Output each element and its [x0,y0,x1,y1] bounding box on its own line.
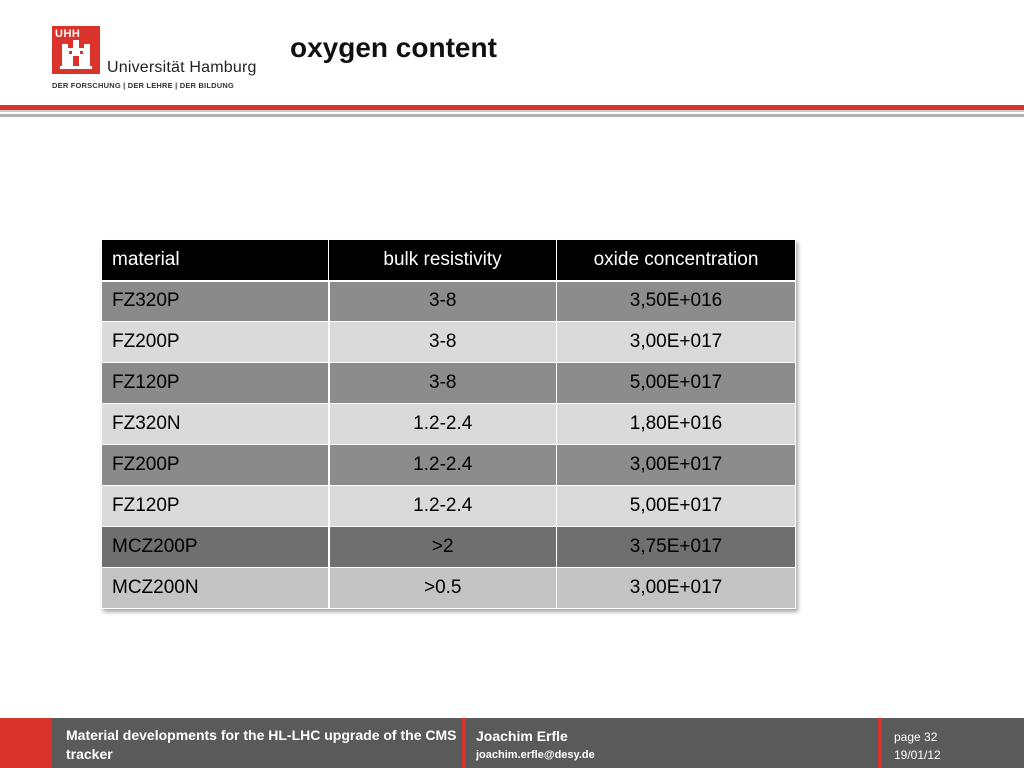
slide-footer [0,718,1024,768]
cell-oxide-concentration: 3,00E+017 [557,568,796,609]
cell-material: MCZ200P [102,527,329,568]
table-row [102,568,796,609]
footer-presentation-title: Material developments for the HL-LHC upgrade of the CMS tracker [66,727,457,762]
footer-title-panel [52,718,462,768]
table-row [102,445,796,486]
footer-page-number: page 32 [894,730,938,744]
footer-email: joachim.erfle@desy.de [476,749,595,761]
cell-oxide-concentration: 5,00E+017 [557,486,796,527]
footer-author-panel [466,718,878,768]
cell-material: FZ320N [102,404,329,445]
cell-oxide-concentration: 3,50E+016 [557,281,796,322]
cell-material: FZ120P [102,363,329,404]
university-tagline: DER FORSCHUNG | DER LEHRE | DER BILDUNG [52,81,235,90]
column-header-bulk-resistivity: bulk resistivity [329,240,557,281]
cell-bulk-resistivity: 1.2-2.4 [329,486,557,527]
cell-material: FZ200P [102,445,329,486]
footer-author: Joachim Erfle [476,728,568,744]
cell-oxide-concentration: 3,00E+017 [557,322,796,363]
table-header-row [102,240,796,281]
cell-oxide-concentration: 5,00E+017 [557,363,796,404]
header-divider-grey-2 [0,114,1024,117]
cell-material: FZ200P [102,322,329,363]
cell-bulk-resistivity: 3-8 [329,363,557,404]
oxygen-content-table [101,239,796,609]
table-row [102,322,796,363]
cell-bulk-resistivity: >0.5 [329,568,557,609]
cell-bulk-resistivity: 1.2-2.4 [329,404,557,445]
cell-oxide-concentration: 3,00E+017 [557,445,796,486]
cell-bulk-resistivity: 1.2-2.4 [329,445,557,486]
table-row [102,404,796,445]
column-header-material: material [102,240,329,281]
cell-bulk-resistivity: 3-8 [329,281,557,322]
slide-title: oxygen content [290,32,497,63]
cell-material: FZ120P [102,486,329,527]
cell-oxide-concentration: 3,75E+017 [557,527,796,568]
cell-bulk-resistivity: >2 [329,527,557,568]
cell-material: FZ320P [102,281,329,322]
footer-date: 19/01/12 [894,748,941,762]
cell-material: MCZ200N [102,568,329,609]
column-header-oxide-concentration: oxide concentration [557,240,796,281]
table-row [102,281,796,322]
header-divider-grey [0,110,1024,112]
university-name: Universität Hamburg [107,59,257,76]
university-logo [52,26,257,92]
cell-oxide-concentration: 1,80E+016 [557,404,796,445]
cell-bulk-resistivity: 3-8 [329,322,557,363]
uhh-logo-mark [52,26,100,74]
table-row [102,486,796,527]
logo-mark-text: UHH [55,28,81,40]
table-row [102,527,796,568]
footer-page-panel [882,718,1024,768]
table-row [102,363,796,404]
